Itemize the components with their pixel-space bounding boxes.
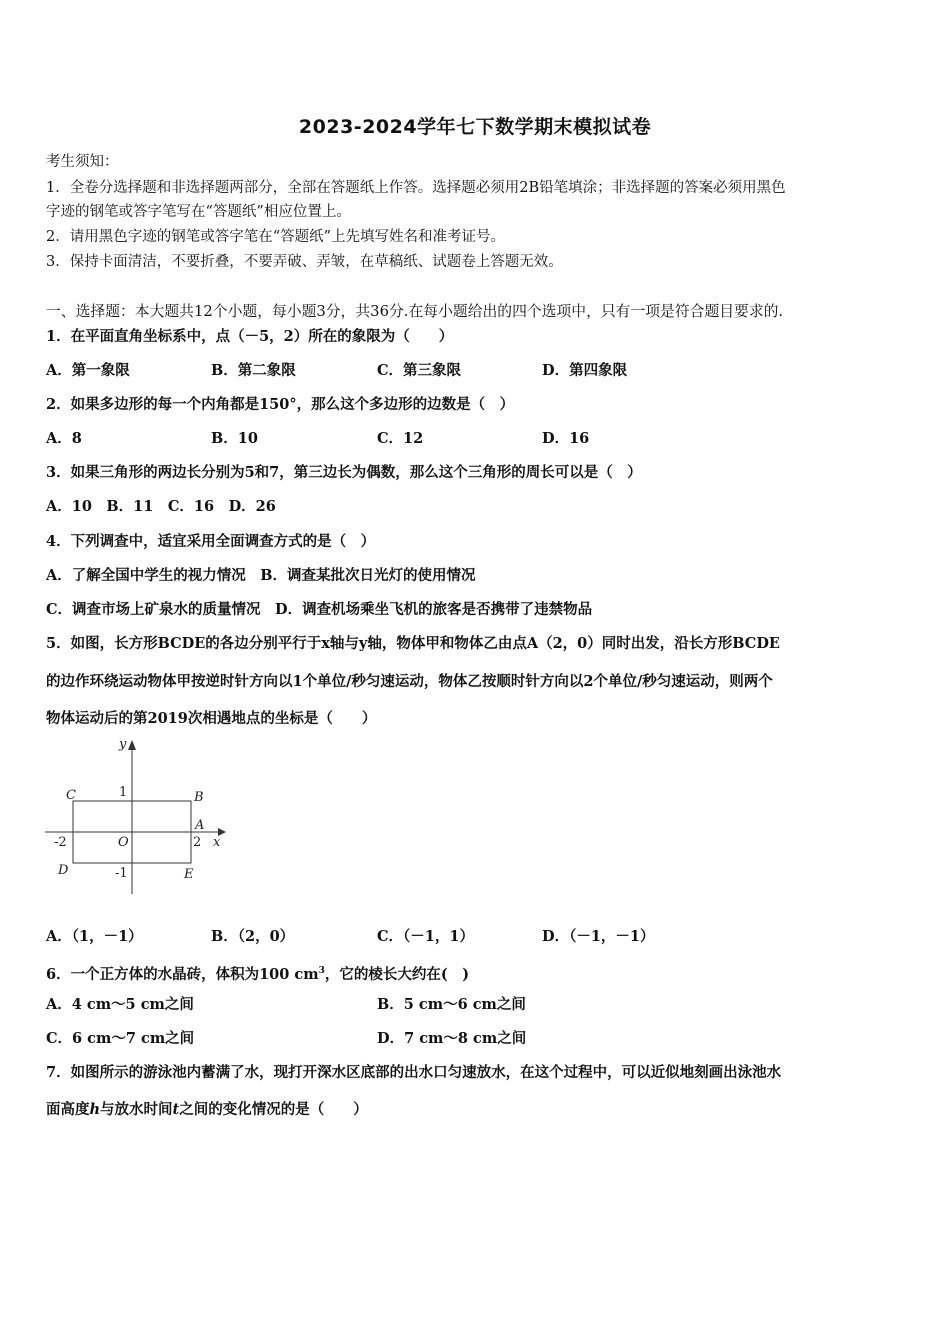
notice-item: 字迹的钢笔或答字笔写在“答题纸”相应位置上。	[46, 204, 351, 220]
option-b[interactable]: B．10	[211, 430, 258, 447]
tick-label-1: 1	[119, 785, 128, 800]
tick-label-neg1: -1	[115, 866, 128, 881]
option-d[interactable]: D．7 cm～8 cm之间	[377, 1030, 527, 1047]
label-origin: O	[118, 835, 129, 850]
variable-t: t	[172, 1101, 180, 1118]
option-d[interactable]: D．16	[542, 430, 590, 447]
question-2-stem: 2．如果多边形的每一个内角都是150°，那么这个多边形的边数是（ ）	[46, 396, 515, 413]
exam-title: 2023-2024学年七下数学期末模拟试卷	[298, 116, 652, 138]
tick-label-2: 2	[193, 835, 202, 850]
question-2-options	[46, 429, 906, 449]
label-x: x	[213, 835, 221, 850]
question-6-stem-text: 6．一个正方体的水晶砖，体积为100 cm	[46, 965, 319, 983]
tick-label-neg2: -2	[54, 835, 67, 850]
label-y: y	[119, 737, 127, 752]
question-4-options-cd[interactable]: C．调查市场上矿泉水的质量情况 D．调查机场乘坐飞机的旅客是否携带了违禁物品	[46, 601, 593, 618]
notice-item: 3．保持卡面清洁，不要折叠，不要弄破、弄皱，在草稿纸、试题卷上答题无效。	[46, 254, 563, 270]
notice-item: 1．全卷分选择题和非选择题两部分，全部在答题纸上作答。选择题必须用2B铅笔填涂；非选择题的答案必须用黑色	[46, 180, 786, 196]
option-b[interactable]: B．第二象限	[211, 362, 296, 379]
section-header: 一、选择题：本大题共12个小题，每小题3分，共36分.在每小题给出的四个选项中，只有一项是符合题目要求的.	[46, 303, 784, 320]
option-a[interactable]: A．8	[46, 430, 82, 447]
option-a[interactable]: A．第一象限	[46, 362, 130, 379]
option-c[interactable]: C．12	[377, 430, 424, 447]
question-5-figure	[40, 732, 240, 900]
notice-heading: 考生须知：	[46, 154, 119, 170]
question-3-stem: 3．如果三角形的两边长分别为5和7，第三边长为偶数，那么这个三角形的周长可以是（ ）	[46, 464, 642, 481]
question-7-stem: 7．如图所示的游泳池内蓄满了水，现打开深水区底部的出水口匀速放水，在这个过程中，可以近似地刻画出泳池水	[46, 1064, 782, 1081]
notice-item: 2．请用黑色字迹的钢笔或答字笔在“答题纸”上先填写姓名和准考证号。	[46, 229, 506, 245]
variable-h: h	[89, 1101, 101, 1118]
label-b: B	[194, 790, 204, 805]
question-5-stem: 物体运动后的第2019次相遇地点的坐标是（ ）	[46, 710, 377, 727]
question-1-options	[46, 361, 906, 381]
question-7-stem	[46, 1100, 368, 1120]
question-4-stem: 4．下列调查中，适宜采用全面调查方式的是（ ）	[46, 533, 376, 550]
option-b[interactable]: B．（2，0）	[211, 928, 295, 945]
question-7-text: 与放水时间	[100, 1101, 173, 1118]
option-a[interactable]: A．4 cm～5 cm之间	[46, 996, 194, 1013]
question-6-stem	[46, 961, 469, 985]
label-c: C	[66, 788, 76, 803]
question-6-options-ab	[46, 995, 906, 1015]
option-a[interactable]: A．（1，－1）	[46, 928, 143, 945]
option-c[interactable]: C．（－1，1）	[377, 928, 474, 945]
question-6-options-cd	[46, 1029, 906, 1049]
question-3-options[interactable]: A．10 B．11 C．16 D．26	[46, 498, 276, 515]
label-a: A	[195, 818, 205, 833]
option-c[interactable]: C．第三象限	[377, 362, 462, 379]
question-1-stem: 1．在平面直角坐标系中，点（－5，2）所在的象限为（ ）	[46, 328, 454, 345]
question-6-stem-text: ，它的棱长大约在( )	[324, 965, 470, 983]
option-b[interactable]: B．5 cm～6 cm之间	[377, 996, 526, 1013]
option-d[interactable]: D．（－1，－1）	[542, 928, 655, 945]
option-d[interactable]: D．第四象限	[542, 362, 628, 379]
option-c[interactable]: C．6 cm～7 cm之间	[46, 1030, 195, 1047]
y-axis-arrow	[128, 740, 136, 750]
superscript: 3	[318, 966, 325, 976]
question-7-text: 之间的变化情况的是（ ）	[179, 1101, 368, 1118]
question-5-stem: 的边作环绕运动物体甲按逆时针方向以1个单位/秒匀速运动，物体乙按顺时针方向以2个单位/秒匀速运动，则两个	[46, 673, 773, 690]
label-e: E	[184, 867, 194, 882]
label-d: D	[58, 863, 69, 878]
question-7-text: 面高度	[46, 1101, 90, 1118]
question-5-stem: 5．如图，长方形BCDE的各边分别平行于x轴与y轴，物体甲和物体乙由点A（2，0）同时出发，沿长方形BCDE	[46, 635, 780, 652]
question-5-options	[46, 927, 906, 947]
question-4-options-ab[interactable]: A．了解全国中学生的视力情况 B．调查某批次日光灯的使用情况	[46, 567, 476, 584]
